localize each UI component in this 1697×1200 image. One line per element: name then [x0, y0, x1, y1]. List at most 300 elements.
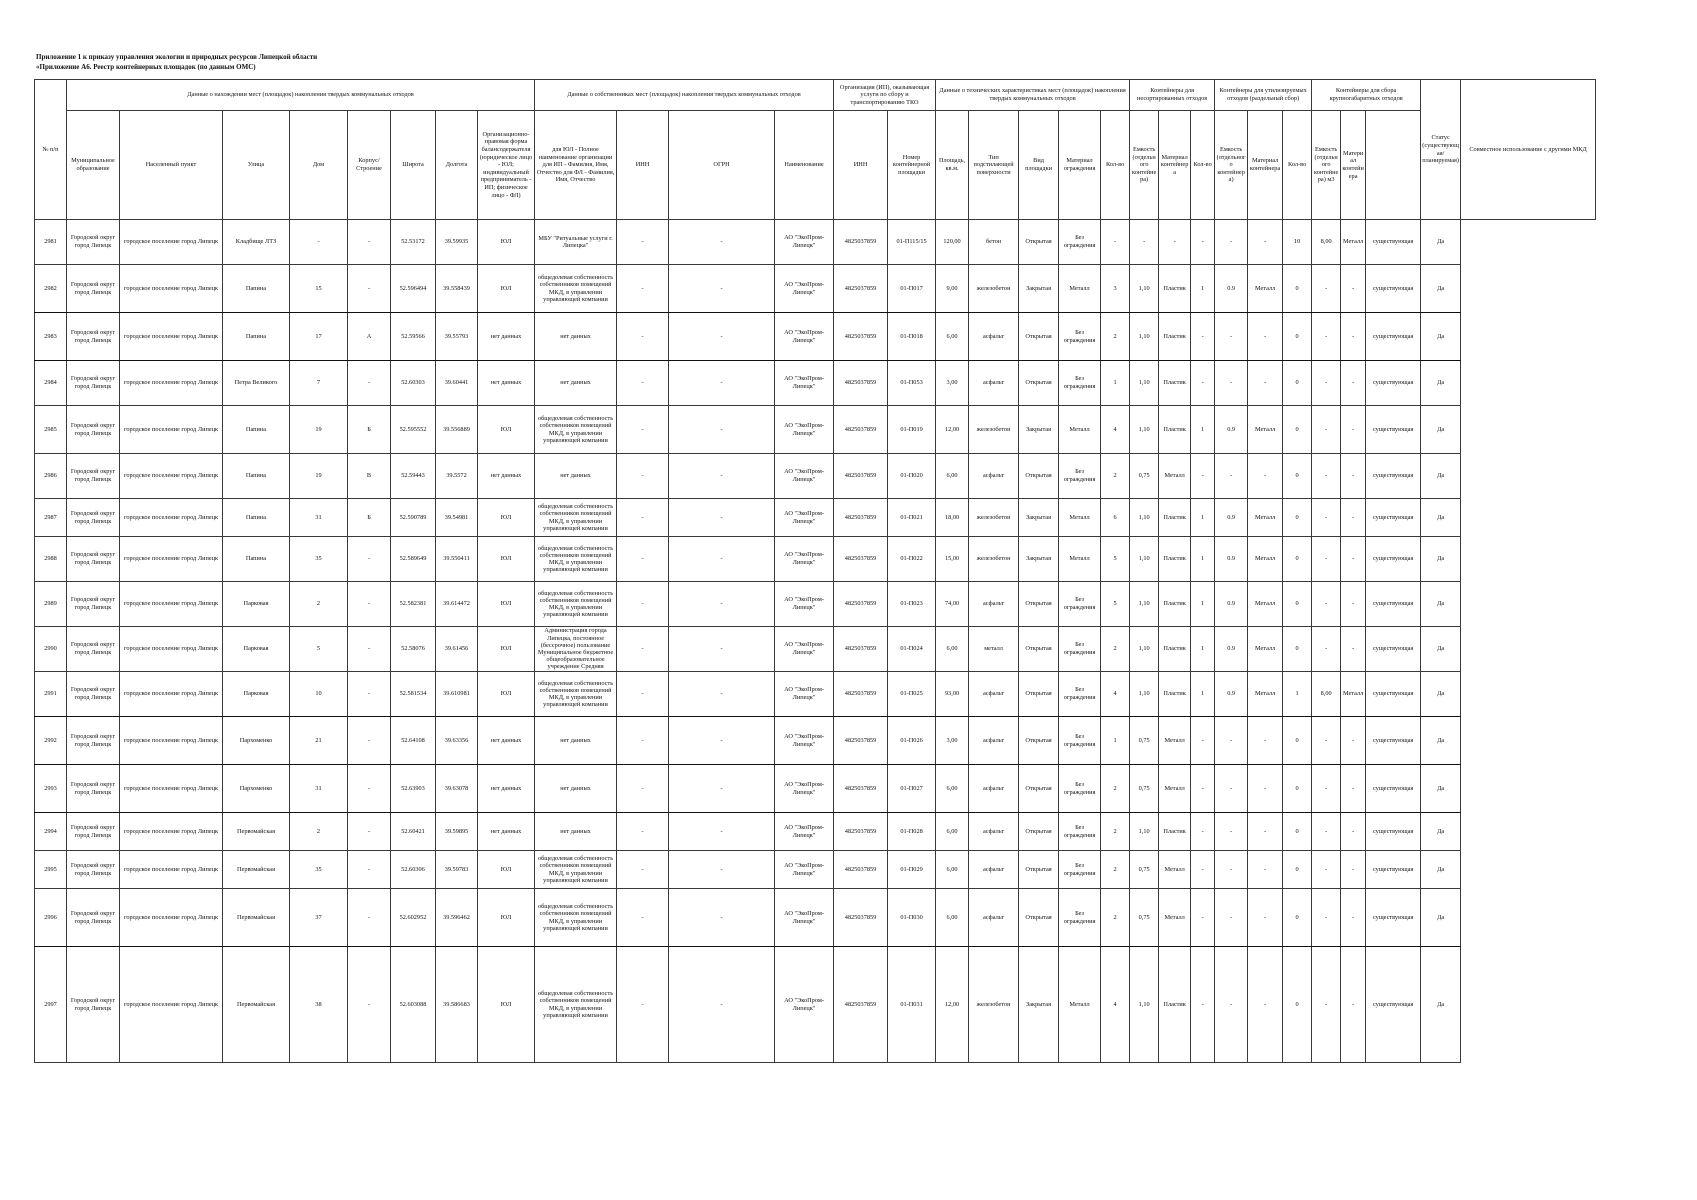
column-header: Материал контейнера: [1248, 111, 1283, 220]
table-cell: Городской округ город Липецк: [67, 582, 120, 627]
table-cell: Металл: [1159, 454, 1191, 499]
table-cell: Без ограждения: [1059, 851, 1101, 889]
table-cell: городское поселение город Липецк: [120, 947, 223, 1063]
table-cell: Городской округ город Липецк: [67, 454, 120, 499]
table-cell: 39.59783: [436, 851, 478, 889]
table-cell: -: [1215, 717, 1248, 765]
column-header: Емкость (отдельного контейнера): [1130, 111, 1159, 220]
table-cell: 1: [1191, 537, 1215, 582]
column-header: Корпус/Строение: [348, 111, 391, 220]
status-column-header: Статус (существующая/планируемая): [1421, 80, 1461, 220]
table-cell: 9,00: [936, 265, 969, 313]
table-cell: 52.59443: [391, 454, 436, 499]
table-cell: -: [669, 672, 775, 717]
table-cell: АО "ЭкоПром-Липецк": [775, 582, 834, 627]
table-cell: -: [669, 499, 775, 537]
column-header: Материал контейнера: [1341, 111, 1366, 220]
table-cell: Пластик: [1159, 582, 1191, 627]
row-number-cell: 2992: [35, 717, 67, 765]
table-cell: 4: [1101, 947, 1130, 1063]
table-cell: городское поселение город Липецк: [120, 537, 223, 582]
table-cell: -: [617, 361, 669, 406]
table-cell: Без ограждения: [1059, 361, 1101, 406]
row-number-cell: 2989: [35, 582, 67, 627]
table-cell: 39.59895: [436, 813, 478, 851]
table-cell: -: [348, 537, 391, 582]
table-cell: общедолевая собственность собственников помещений МКД, в управлении управляющей компании: [535, 265, 617, 313]
table-cell: 4825037859: [834, 406, 888, 454]
row-number-cell: 2993: [35, 765, 67, 813]
table-cell: 39.54981: [436, 499, 478, 537]
row-number-cell: 2981: [35, 220, 67, 265]
column-group-header: Контейнеры для утилизируемых отходов (раздельный сбор): [1215, 80, 1312, 111]
table-cell: Городской округ город Липецк: [67, 627, 120, 672]
table-cell: Да: [1421, 406, 1461, 454]
table-row: [35, 265, 1596, 313]
table-cell: Да: [1421, 313, 1461, 361]
table-cell: 12,00: [936, 947, 969, 1063]
table-cell: Городской округ город Липецк: [67, 537, 120, 582]
column-header: ОГРН: [669, 111, 775, 220]
column-header: Номер контейнерной площадки: [888, 111, 936, 220]
table-cell: -: [348, 889, 391, 947]
table-cell: -: [348, 851, 391, 889]
table-cell: 37: [290, 889, 348, 947]
table-cell: Городской округ город Липецк: [67, 947, 120, 1063]
table-cell: В: [348, 454, 391, 499]
table-cell: Открытая: [1019, 672, 1059, 717]
table-row: [35, 499, 1596, 537]
table-cell: Да: [1421, 265, 1461, 313]
table-cell: -: [669, 582, 775, 627]
table-cell: -: [669, 313, 775, 361]
table-cell: Открытая: [1019, 765, 1059, 813]
group-header-row: [35, 80, 1596, 111]
table-cell: Папина: [223, 265, 290, 313]
table-cell: Без ограждения: [1059, 582, 1101, 627]
table-cell: асфальт: [969, 672, 1019, 717]
row-number-cell: 2986: [35, 454, 67, 499]
column-header: Вид площадки: [1019, 111, 1059, 220]
table-cell: 52.581534: [391, 672, 436, 717]
num-column-header: № п/п: [35, 80, 67, 220]
table-row: [35, 361, 1596, 406]
table-cell: 52.63903: [391, 765, 436, 813]
table-cell: 3,00: [936, 717, 969, 765]
table-cell: -: [669, 627, 775, 672]
table-cell: -: [669, 220, 775, 265]
column-header: Дом: [290, 111, 348, 220]
table-cell: 39.550411: [436, 537, 478, 582]
table-cell: Без ограждения: [1059, 672, 1101, 717]
table-cell: 12,00: [936, 406, 969, 454]
table-cell: городское поселение город Липецк: [120, 406, 223, 454]
table-cell: существующая: [1366, 582, 1421, 627]
column-header: Кол-во: [1283, 111, 1312, 220]
column-header: ИНН: [617, 111, 669, 220]
table-cell: Папина: [223, 537, 290, 582]
table-cell: Петра Великого: [223, 361, 290, 406]
table-cell: существующая: [1366, 361, 1421, 406]
table-cell: 52.589649: [391, 537, 436, 582]
table-cell: существующая: [1366, 313, 1421, 361]
table-cell: 1: [1191, 672, 1215, 717]
table-cell: Да: [1421, 499, 1461, 537]
table-cell: -: [1341, 582, 1366, 627]
table-cell: -: [1312, 627, 1341, 672]
table-cell: Городской округ город Липецк: [67, 406, 120, 454]
table-cell: -: [1215, 889, 1248, 947]
table-cell: -: [1248, 361, 1283, 406]
table-cell: Металл: [1059, 947, 1101, 1063]
table-cell: 1,10: [1130, 582, 1159, 627]
table-cell: -: [1191, 765, 1215, 813]
table-cell: ЮЛ: [478, 265, 535, 313]
table-cell: общедолевая собственность собственников помещений МКД, в управлении управляющей компании: [535, 851, 617, 889]
table-cell: -: [669, 717, 775, 765]
table-cell: Открытая: [1019, 627, 1059, 672]
table-cell: существующая: [1366, 406, 1421, 454]
table-cell: 10: [290, 672, 348, 717]
table-cell: 3,00: [936, 361, 969, 406]
table-cell: Папина: [223, 406, 290, 454]
table-row: [35, 889, 1596, 947]
table-cell: -: [1312, 851, 1341, 889]
table-cell: -: [617, 582, 669, 627]
table-cell: существующая: [1366, 499, 1421, 537]
table-cell: ЮЛ: [478, 947, 535, 1063]
table-cell: 1,10: [1130, 537, 1159, 582]
table-cell: Кладбище ЛТЗ: [223, 220, 290, 265]
table-row: [35, 220, 1596, 265]
table-cell: -: [1191, 851, 1215, 889]
table-cell: -: [669, 265, 775, 313]
table-cell: бетон: [969, 220, 1019, 265]
table-cell: Городской округ город Липецк: [67, 813, 120, 851]
table-cell: 31: [290, 765, 348, 813]
table-cell: Парковая: [223, 582, 290, 627]
table-cell: 2: [1101, 889, 1130, 947]
table-cell: городское поселение город Липецк: [120, 672, 223, 717]
table-cell: 01-П028: [888, 813, 936, 851]
table-cell: городское поселение город Липецк: [120, 454, 223, 499]
table-cell: -: [617, 765, 669, 813]
table-cell: 39.63078: [436, 765, 478, 813]
table-cell: -: [1215, 851, 1248, 889]
row-number-cell: 2996: [35, 889, 67, 947]
table-cell: Открытая: [1019, 717, 1059, 765]
table-cell: Пластик: [1159, 361, 1191, 406]
row-number-cell: 2985: [35, 406, 67, 454]
row-number-cell: 2984: [35, 361, 67, 406]
table-cell: -: [348, 265, 391, 313]
column-header: Населенный пункт: [120, 111, 223, 220]
table-cell: 0.9: [1215, 537, 1248, 582]
table-cell: Да: [1421, 813, 1461, 851]
table-cell: 5: [1101, 582, 1130, 627]
table-cell: АО "ЭкоПром-Липецк": [775, 454, 834, 499]
table-cell: городское поселение город Липецк: [120, 265, 223, 313]
row-number-cell: 2991: [35, 672, 67, 717]
table-cell: Городской округ город Липецк: [67, 717, 120, 765]
table-cell: -: [1248, 454, 1283, 499]
table-cell: -: [669, 813, 775, 851]
table-cell: -: [1341, 947, 1366, 1063]
table-cell: Да: [1421, 947, 1461, 1063]
table-cell: Металл: [1059, 537, 1101, 582]
table-cell: 0: [1283, 813, 1312, 851]
table-cell: -: [1215, 220, 1248, 265]
column-header: Широта: [391, 111, 436, 220]
table-cell: -: [669, 406, 775, 454]
table-row: [35, 672, 1596, 717]
table-cell: 18,00: [936, 499, 969, 537]
table-cell: 74,00: [936, 582, 969, 627]
table-cell: общедолевая собственность собственников помещений МКД, в управлении управляющей компании: [535, 499, 617, 537]
table-cell: Да: [1421, 717, 1461, 765]
table-cell: -: [1341, 627, 1366, 672]
table-cell: 21: [290, 717, 348, 765]
table-cell: -: [617, 406, 669, 454]
table-cell: 52.582381: [391, 582, 436, 627]
table-cell: -: [1248, 717, 1283, 765]
table-cell: -: [348, 947, 391, 1063]
table-cell: 6,00: [936, 889, 969, 947]
table-cell: 2: [1101, 813, 1130, 851]
table-cell: Металл: [1059, 499, 1101, 537]
table-cell: 4825037859: [834, 851, 888, 889]
table-cell: Б: [348, 499, 391, 537]
row-number-cell: 2997: [35, 947, 67, 1063]
table-cell: асфальт: [969, 313, 1019, 361]
table-cell: 01-П020: [888, 454, 936, 499]
table-cell: -: [1312, 313, 1341, 361]
table-cell: 0: [1283, 265, 1312, 313]
table-cell: 2: [1101, 313, 1130, 361]
table-cell: 4825037859: [834, 220, 888, 265]
table-cell: -: [1248, 947, 1283, 1063]
table-cell: -: [1341, 851, 1366, 889]
table-cell: 39.60441: [436, 361, 478, 406]
table-cell: 38: [290, 947, 348, 1063]
table-cell: Металл: [1248, 406, 1283, 454]
table-cell: 39.63356: [436, 717, 478, 765]
table-cell: Да: [1421, 537, 1461, 582]
table-cell: 19: [290, 454, 348, 499]
table-cell: -: [617, 220, 669, 265]
table-cell: железобетон: [969, 406, 1019, 454]
table-cell: 1: [1191, 406, 1215, 454]
table-cell: -: [617, 672, 669, 717]
column-header: Тип подстилающей поверхности: [969, 111, 1019, 220]
table-row: [35, 813, 1596, 851]
table-cell: 0: [1283, 851, 1312, 889]
table-cell: 52.64108: [391, 717, 436, 765]
table-cell: -: [1248, 313, 1283, 361]
table-cell: 0,75: [1130, 889, 1159, 947]
table-cell: 52.59566: [391, 313, 436, 361]
table-cell: 01-П018: [888, 313, 936, 361]
table-cell: -: [1191, 889, 1215, 947]
table-cell: железобетон: [969, 499, 1019, 537]
table-cell: ЮЛ: [478, 220, 535, 265]
table-cell: 1,10: [1130, 627, 1159, 672]
table-cell: Открытая: [1019, 361, 1059, 406]
row-number-cell: 2987: [35, 499, 67, 537]
table-cell: -: [1312, 889, 1341, 947]
column-group-header: Контейнеры для несортированных отходов: [1130, 80, 1215, 111]
table-cell: -: [1215, 313, 1248, 361]
row-number-cell: 2983: [35, 313, 67, 361]
table-row: [35, 947, 1596, 1063]
table-cell: Городской округ город Липецк: [67, 672, 120, 717]
table-cell: 35: [290, 851, 348, 889]
table-cell: 0: [1283, 537, 1312, 582]
column-header: Материал контейнера: [1159, 111, 1191, 220]
table-cell: ЮЛ: [478, 889, 535, 947]
column-group-header: Организация (ИП), оказывающая услуги по сбору и транспортированию ТКО: [834, 80, 936, 111]
column-group-header: Данные о технических характеристиках мест (площадок) накопления твердых коммунальных отходов: [936, 80, 1130, 111]
table-cell: -: [1248, 220, 1283, 265]
table-cell: Городской округ город Липецк: [67, 851, 120, 889]
order-reference: Приложение 1 к приказу управления экологии и природных ресурсов Липецкой области: [36, 53, 318, 61]
table-cell: Городской округ город Липецк: [67, 765, 120, 813]
table-cell: 2: [290, 582, 348, 627]
table-cell: 0.9: [1215, 627, 1248, 672]
row-number-cell: 2994: [35, 813, 67, 851]
table-cell: 52.590789: [391, 499, 436, 537]
table-cell: нет данных: [535, 454, 617, 499]
table-cell: 5: [1101, 537, 1130, 582]
table-cell: Закрытая: [1019, 499, 1059, 537]
table-cell: -: [617, 454, 669, 499]
table-cell: 8,00: [1312, 220, 1341, 265]
table-cell: АО "ЭкоПром-Липецк": [775, 717, 834, 765]
table-cell: нет данных: [535, 361, 617, 406]
table-cell: 39.558439: [436, 265, 478, 313]
table-cell: -: [669, 947, 775, 1063]
table-cell: -: [617, 851, 669, 889]
column-header: Наименование: [775, 111, 834, 220]
table-cell: Без ограждения: [1059, 717, 1101, 765]
table-cell: -: [1312, 454, 1341, 499]
column-group-header: Данные о собственниках мест (площадок) накопления твердых коммунальных отходов: [535, 80, 834, 111]
table-cell: 0: [1283, 765, 1312, 813]
table-cell: 01-П024: [888, 627, 936, 672]
table-cell: 8,00: [1312, 672, 1341, 717]
table-cell: -: [1159, 220, 1191, 265]
table-cell: Без ограждения: [1059, 220, 1101, 265]
row-number-cell: 2995: [35, 851, 67, 889]
table-cell: Без ограждения: [1059, 765, 1101, 813]
table-cell: асфальт: [969, 717, 1019, 765]
table-cell: 1: [1191, 582, 1215, 627]
table-cell: 0: [1283, 582, 1312, 627]
table-cell: Городской округ город Липецк: [67, 313, 120, 361]
table-cell: общедолевая собственность собственников помещений МКД, в управлении управляющей компании: [535, 406, 617, 454]
table-cell: ЮЛ: [478, 672, 535, 717]
table-cell: 0,75: [1130, 717, 1159, 765]
table-cell: Парковая: [223, 627, 290, 672]
table-row: [35, 537, 1596, 582]
table-cell: Открытая: [1019, 889, 1059, 947]
table-cell: 0: [1283, 717, 1312, 765]
table-cell: нет данных: [478, 313, 535, 361]
document-header: [36, 52, 317, 72]
table-cell: -: [348, 220, 391, 265]
table-cell: городское поселение город Липецк: [120, 627, 223, 672]
table-cell: Да: [1421, 889, 1461, 947]
table-cell: -: [1191, 454, 1215, 499]
table-cell: -: [1191, 947, 1215, 1063]
table-cell: Парковая: [223, 672, 290, 717]
table-cell: Пластик: [1159, 406, 1191, 454]
table-cell: металл: [969, 627, 1019, 672]
registry-title: «Приложение А6. Реестр контейнерных площадок (по данным ОМС): [36, 63, 256, 71]
table-cell: 1: [1191, 265, 1215, 313]
table-cell: 6,00: [936, 851, 969, 889]
table-cell: -: [669, 361, 775, 406]
table-cell: 0: [1283, 361, 1312, 406]
table-cell: Да: [1421, 672, 1461, 717]
table-cell: 39.59935: [436, 220, 478, 265]
table-cell: 2: [1101, 851, 1130, 889]
table-cell: 35: [290, 537, 348, 582]
table-cell: -: [348, 717, 391, 765]
table-cell: Да: [1421, 454, 1461, 499]
table-cell: Б: [348, 406, 391, 454]
table-cell: существующая: [1366, 889, 1421, 947]
table-cell: 4: [1101, 672, 1130, 717]
column-header: Емкость (отдельного контейнера) м3: [1312, 111, 1341, 220]
table-cell: Пластик: [1159, 265, 1191, 313]
table-cell: 01-П053: [888, 361, 936, 406]
table-row: [35, 454, 1596, 499]
column-header: Кол-во: [1101, 111, 1130, 220]
table-cell: городское поселение город Липецк: [120, 361, 223, 406]
table-cell: -: [348, 813, 391, 851]
table-cell: -: [669, 765, 775, 813]
table-cell: Металл: [1341, 672, 1366, 717]
table-cell: железобетон: [969, 537, 1019, 582]
table-cell: АО "ЭкоПром-Липецк": [775, 813, 834, 851]
table-cell: 4825037859: [834, 265, 888, 313]
table-cell: -: [617, 717, 669, 765]
table-cell: 01-П026: [888, 717, 936, 765]
column-header: Организационно-правовая форма балансодержателя (юридическое лицо - ЮЛ; индивидуальный предприниматель - ИП; физическое лицо - ФЛ): [478, 111, 535, 220]
table-cell: Городской округ город Липецк: [67, 220, 120, 265]
table-cell: Открытая: [1019, 813, 1059, 851]
table-cell: Да: [1421, 765, 1461, 813]
table-cell: 0: [1283, 406, 1312, 454]
table-cell: существующая: [1366, 627, 1421, 672]
table-cell: -: [1130, 220, 1159, 265]
table-cell: нет данных: [535, 313, 617, 361]
table-cell: -: [1248, 765, 1283, 813]
table-cell: -: [617, 889, 669, 947]
table-cell: -: [617, 499, 669, 537]
table-cell: Металл: [1248, 627, 1283, 672]
table-row: [35, 765, 1596, 813]
table-cell: Пластик: [1159, 313, 1191, 361]
table-cell: 2: [1101, 627, 1130, 672]
table-cell: Металл: [1159, 851, 1191, 889]
table-cell: -: [348, 361, 391, 406]
table-cell: асфальт: [969, 582, 1019, 627]
table-cell: общедолевая собственность собственников помещений МКД, в управлении управляющей компании: [535, 672, 617, 717]
table-cell: общедолевая собственность собственников помещений МКД, в управлении управляющей компании: [535, 537, 617, 582]
table-cell: -: [1312, 361, 1341, 406]
